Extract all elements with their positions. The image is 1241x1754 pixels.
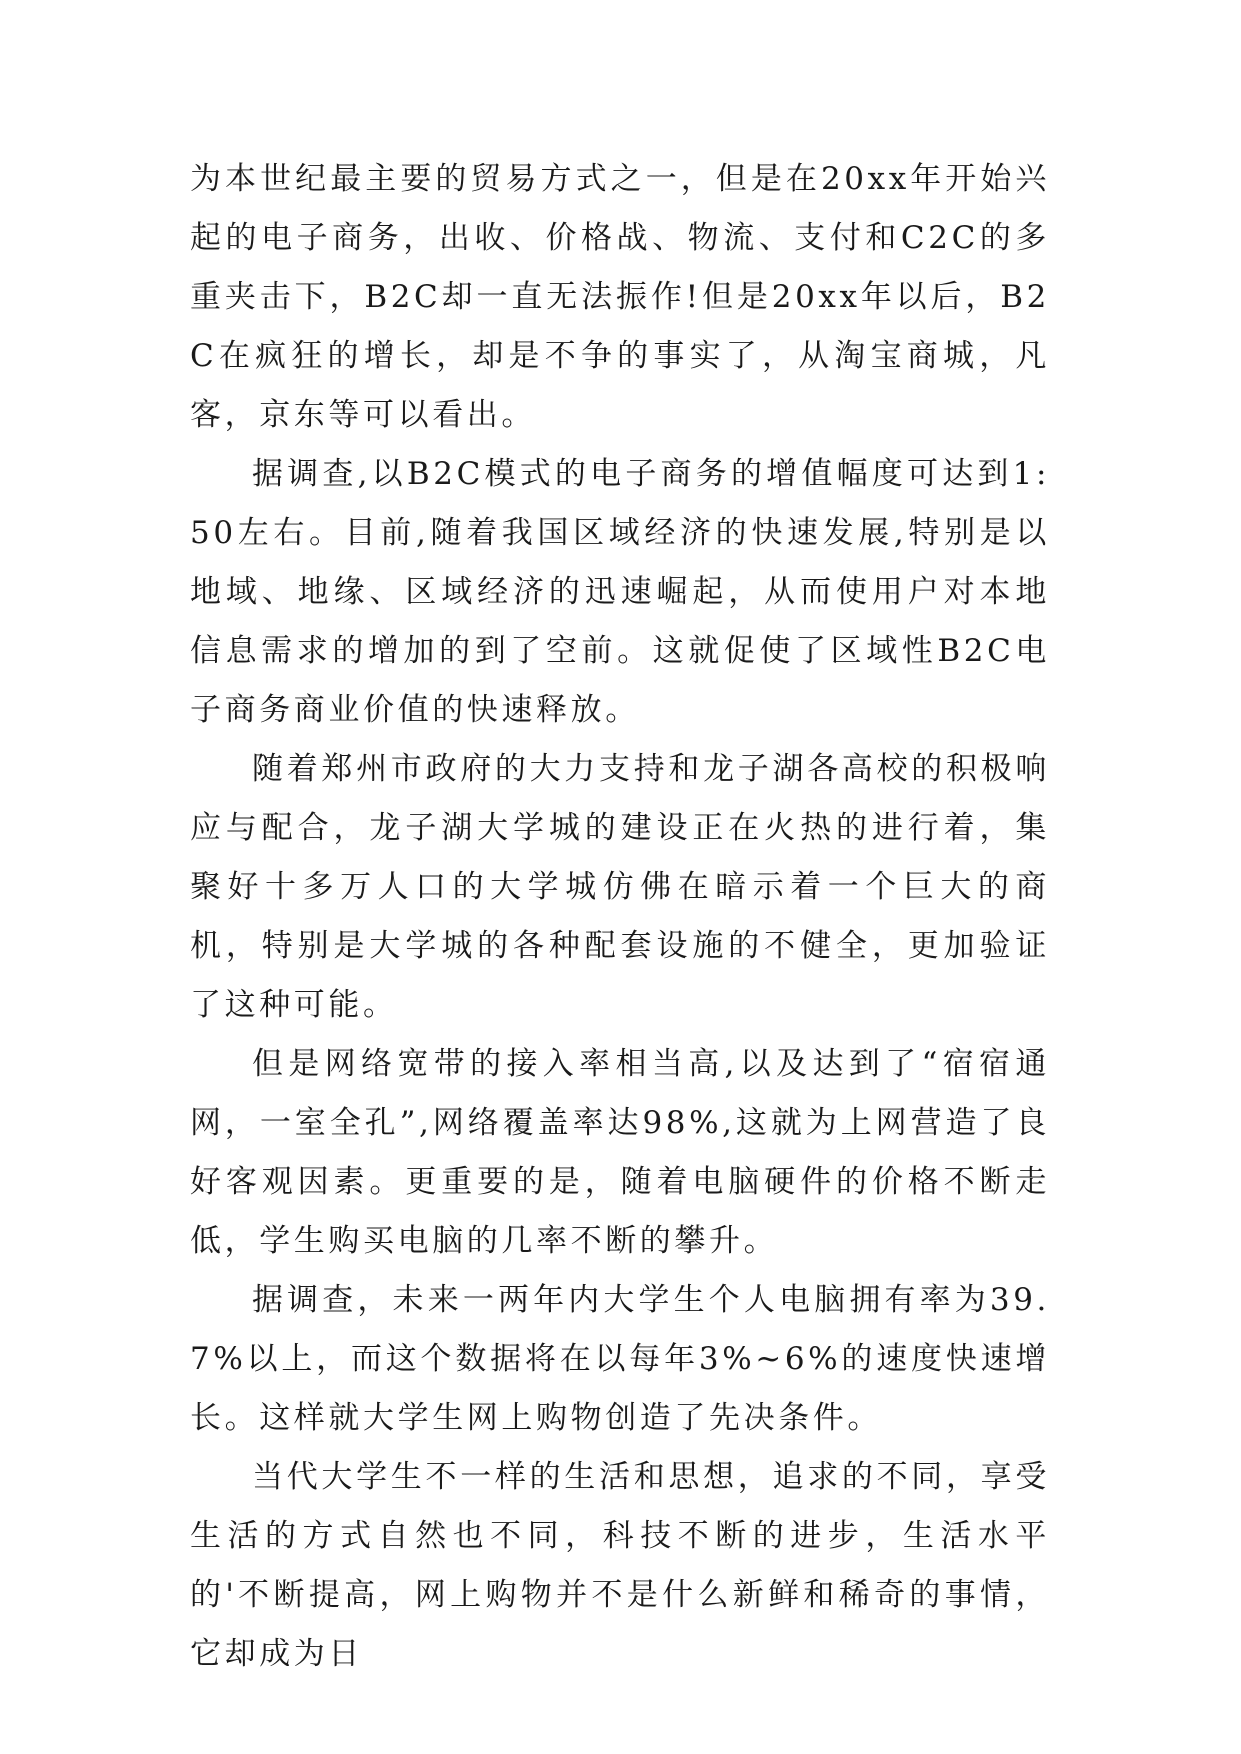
paragraph-3: 随着郑州市政府的大力支持和龙子湖各高校的积极响应与配合，龙子湖大学城的建设正在火热的进行着，集聚好十多万人口的大学城仿佛在暗示着一个巨大的商机，特别是大学城的各种配套设施的不健全，更加验证了这种可能。 xyxy=(190,751,1050,1023)
paragraph-6: 当代大学生不一样的生活和思想，追求的不同，享受生活的方式自然也不同，科技不断的进步，生活水平的'不断提高，网上购物并不是什么新鲜和稀奇的事情，它却成为日 xyxy=(190,1459,1050,1672)
paragraph-5: 据调查，未来一两年内大学生个人电脑拥有率为39.7%以上，而这个数据将在以每年3%~6%的速度快速增长。这样就大学生网上购物创造了先决条件。 xyxy=(190,1282,1050,1436)
document-body xyxy=(190,150,1050,1684)
paragraph-2: 据调查,以B2C模式的电子商务的增值幅度可达到1:50左右。目前,随着我国区域经济的快速发展,特别是以地域、地缘、区域经济的迅速崛起，从而使用户对本地信息需求的增加的到了空前。这就促使了区域性B2C电子商务商业价值的快速释放。 xyxy=(190,456,1050,728)
paragraph-4: 但是网络宽带的接入率相当高,以及达到了“宿宿通网，一室全孔”,网络覆盖率达98%,这就为上网营造了良好客观因素。更重要的是，随着电脑硬件的价格不断走低，学生购买电脑的几率不断的攀升。 xyxy=(190,1046,1050,1259)
paragraph-1-continued: 为本世纪最主要的贸易方式之一，但是在20xx年开始兴起的电子商务，出收、价格战、物流、支付和C2C的多重夹击下，B2C却一直无法振作!但是20xx年以后，B2C在疯狂的增长，却是不争的事实了，从淘宝商城，凡客，京东等可以看出。 xyxy=(190,161,1050,433)
